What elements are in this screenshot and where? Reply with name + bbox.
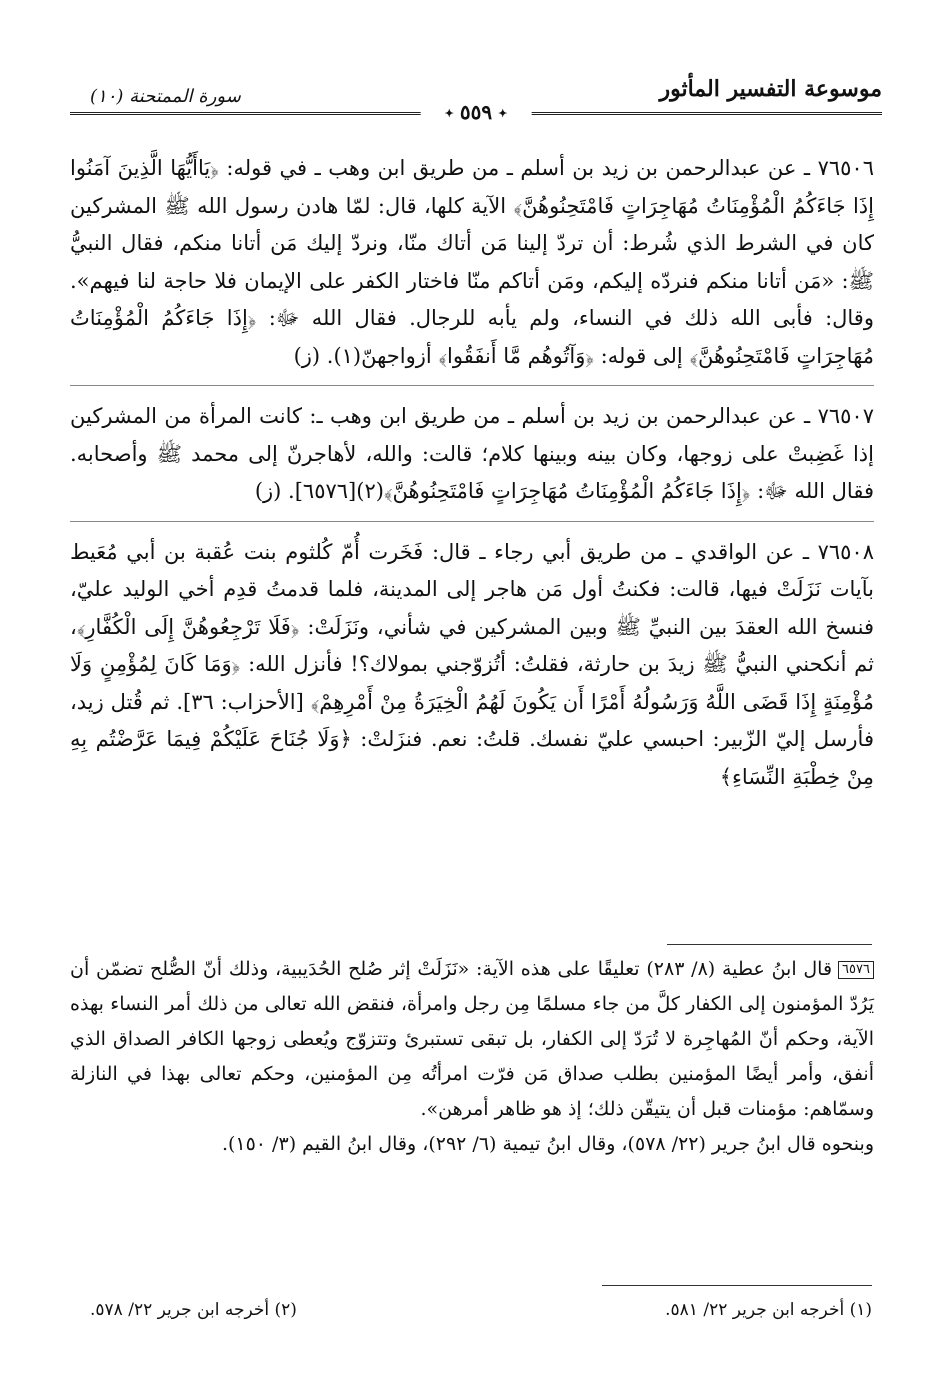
entry-76508: ٧٦٥٠٨ ـ عن الواقدي ـ من طريق أبي رجاء ـ قال: فَخَرت أُمّ كُلثوم بنت عُقبة بن أبي مُعَيط بآيات نَزَلَتْ فيها، قالت: فكنتُ أول مَن هاجر إلى المدينة، فلما قدمتُ قدِم أخي الوليد عليّ، فنسخ الله العقدَ بين النبيِّ ﷺ وبين المشركين في شأني، ونَزَلَتْ: ﴿فَلَا تَرْجِعُوهُنَّ إِلَى الْكُفَّارِ﴾، ثم أنكحني النبيُّ ﷺ زيدَ بن حارثة، فقلتُ: أتُزوّجني بمولاك؟! فأنزل الله: ﴿وَمَا كَانَ لِمُؤْمِنٍ وَلَا مُؤْمِنَةٍ إِذَا قَضَى اللَّهُ وَرَسُولُهُ أَمْرًا أَن يَكُونَ لَهُمُ الْخِيَرَةُ مِنْ أَمْرِهِمْ﴾ [الأحزاب: ٣٦]. ثم قُتل زيد، فأرسل إليّ الزّبير: احبسي عليّ نفسك. قلتُ: نعم. فنزَلتْ: ﴿وَلَا جُنَاحَ عَلَيْكُمْ فِيمَا عَرَّضْتُم بِهِ مِنْ خِطْبَةِ النِّسَاءِ﴾	[70, 539, 874, 789]
footnote-2: (٢) أخرجه ابن جرير ٢٢/ ٥٧٨.	[90, 1300, 297, 1320]
surah-label: سورة الممتحنة (١٠)	[90, 86, 241, 107]
commentary-note	[70, 952, 874, 1162]
note-paragraph	[70, 952, 874, 1127]
main-text	[70, 150, 874, 805]
footnote-divider	[602, 1285, 872, 1286]
entry-76506: ٧٦٥٠٦ ـ عن عبدالرحمن بن زيد بن أسلم ـ من طريق ابن وهب ـ في قوله: ﴿يَاأَيُّهَا الَّذِينَ آمَنُوا إِذَا جَاءَكُمُ الْمُؤْمِنَاتُ مُهَاجِرَاتٍ فَامْتَحِنُوهُنَّ﴾ الآية كلها، قال: لمّا هادن رسول الله ﷺ المشركين كان في الشرط الذي شُرط: أن تردّ إلينا مَن أتاك منّا، ونردّ إليك مَن أتانا منكم، فقال النبيُّ ﷺ: «مَن أتانا منكم فنردّه إليكم، ومَن أتاكم منّا فاختار الكفر على الإيمان فلا حاجة لنا فيهم». وقال: فأبى الله ذلك في النساء، ولم يأبه للرجال. فقال الله ﷻ: ﴿إِذَا جَاءَكُمُ الْمُؤْمِنَاتُ مُهَاجِرَاتٍ فَامْتَحِنُوهُنَّ﴾ إلى قوله: ﴿وَآتُوهُم مَّا أَنفَقُوا﴾ أزواجهنّ(١). (ز)	[70, 156, 874, 368]
note-marker: ٦٥٧٦	[838, 961, 874, 979]
footnotes	[90, 1300, 872, 1320]
entry-76507: ٧٦٥٠٧ ـ عن عبدالرحمن بن زيد بن أسلم ـ من طريق ابن وهب ـ: كانت المرأة من المشركين إذا غَضِبتْ على زوجها، وكان بينه وبينها كلام؛ قالت: والله، لأهاجرنّ إلى محمد ﷺ وأصحابه. فقال الله ﷻ: ﴿إِذَا جَاءَكُمُ الْمُؤْمِنَاتُ مُهَاجِرَاتٍ فَامْتَحِنُوهُنَّ﴾(٢)[٦٥٧٦]. (ز)	[70, 404, 874, 503]
entry-divider	[70, 521, 874, 522]
note-extra: وبنحوه قال ابنُ جرير (٢٢/ ٥٧٨)، وقال ابنُ تيمية (٦/ ٢٩٢)، وقال ابنُ القيم (٣/ ١٥٠).	[221, 1133, 874, 1155]
note-text: قال ابنُ عطية (٨/ ٢٨٣) تعليقًا على هذه الآية: «نَزَلَتْ إثر صُلح الحُدَيبية، وذلك أنّ الصُّلح تضمّن أن يَرُدّ المؤمنون إلى الكفار كلَّ من جاء مسلمًا مِن رجل وامرأة، فنقض الله تعالى من ذلك أمر النساء بهذه الآية، وحكم أنّ المُهاجِرة لا تُرَدّ إلى الكفار، بل تبقى تستبرئ وتتزوّج ويُعطى زوجها الكافر الصداق الذي أنفق، وأمر أيضًا المؤمنين بطلب صداق مَن فرّت امرأتُه مِن المؤمنين، وحكم تعالى بهذا في النازلة وسمّاهم: مؤمنات قبل أن يتيقّن ذلك؛ إذ هو ظاهر أمرهن».	[70, 958, 874, 1120]
page-number: ✦ ٥٥٩ ✦	[421, 100, 532, 124]
entry-divider	[70, 385, 874, 386]
page-header	[70, 70, 882, 130]
footnote-1: (١) أخرجه ابن جرير ٢٢/ ٥٨١.	[665, 1300, 872, 1320]
note-divider	[667, 944, 872, 945]
book-title: موسوعة التفسير المأثور	[659, 76, 882, 102]
